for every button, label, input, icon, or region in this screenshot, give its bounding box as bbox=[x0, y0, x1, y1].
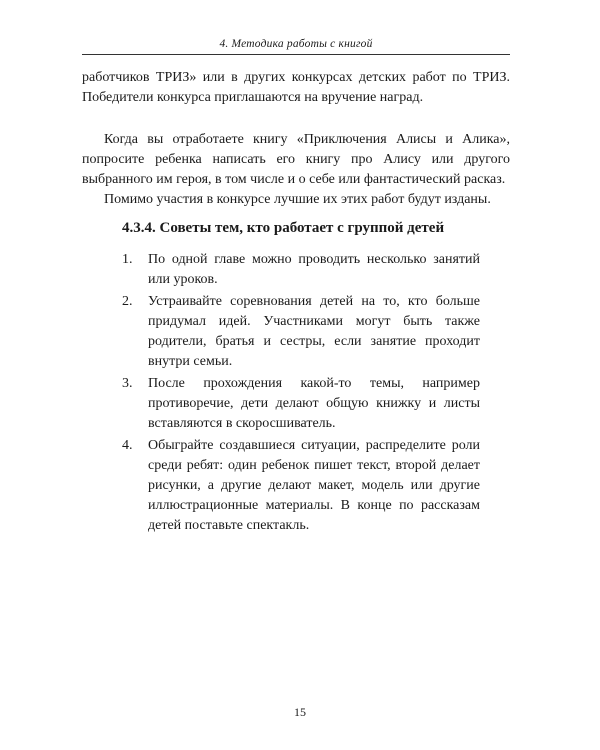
list-item-text: Устраивайте соревнования детей на то, кто больше придумал идей. Участниками могут быть также родители, братья и сестры, если занятие проходит внутри семьи. bbox=[148, 294, 480, 369]
paragraph-gap bbox=[82, 108, 510, 130]
list-item-number: 1. bbox=[122, 252, 133, 267]
page-number: 15 bbox=[294, 705, 306, 719]
section-heading: 4.3.4. Советы тем, кто работает с группой детей bbox=[122, 220, 445, 236]
paragraph-publication: Помимо участия в конкурсе лучшие их этих работ будут изданы. bbox=[104, 192, 491, 207]
list-item bbox=[122, 292, 480, 372]
list-item-text: После прохождения какой-то темы, например противоречие, дети делают общую книжку и листы вставляются в скоросшиватель. bbox=[148, 376, 480, 431]
list-item-text: По одной главе можно проводить несколько занятий или уроков. bbox=[148, 252, 480, 287]
list-item-number: 2. bbox=[122, 294, 133, 309]
page-body bbox=[82, 68, 510, 538]
list-item-text: Обыграйте создавшиеся ситуации, распределите роли среди ребят: один ребенок пишет текст, второй делает рисунки, а другие делают макет, модель или другие иллюстрационные материалы. В конце по рассказам детей поставьте спектакль. bbox=[148, 438, 480, 533]
list-item-number: 3. bbox=[122, 376, 133, 391]
paragraph-write-book: Когда вы отработаете книгу «Приключения Алисы и Алика», попросите ребенка написать его книгу про Алису или другого выбранного им героя, в том числе и о себе или фантастический расказ. bbox=[82, 132, 510, 187]
list-item bbox=[122, 374, 480, 434]
list-item bbox=[122, 250, 480, 290]
header-rule bbox=[82, 54, 510, 55]
list-item bbox=[122, 436, 480, 536]
tips-list bbox=[122, 250, 480, 536]
list-item-number: 4. bbox=[122, 438, 133, 453]
running-header: 4. Методика работы с книгой bbox=[219, 38, 373, 50]
paragraph-continuation: работчиков ТРИЗ» или в других конкурсах детских работ по ТРИЗ. Победители конкурса приглашаются на вручение наград. bbox=[82, 70, 510, 105]
